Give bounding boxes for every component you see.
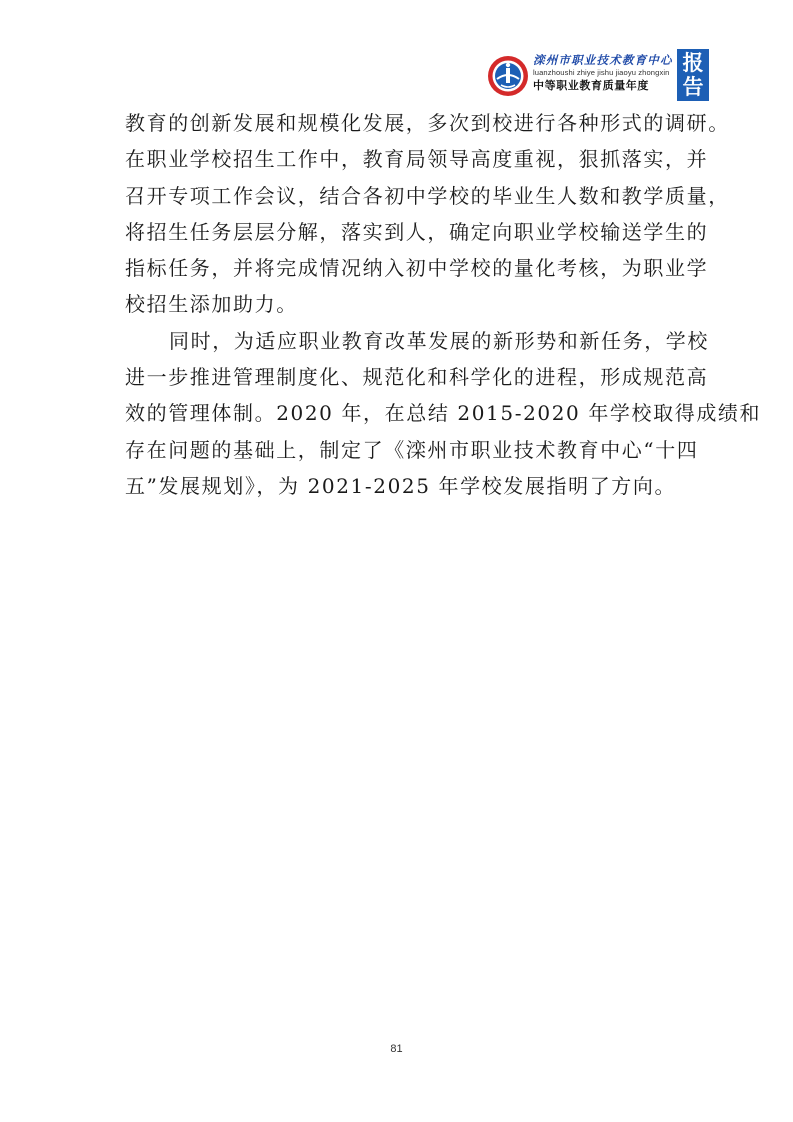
- school-emblem-icon: [487, 55, 529, 97]
- school-name: 滦州市职业技术教育中心: [533, 53, 673, 67]
- report-header: [487, 49, 709, 101]
- text-line: 在职业学校招生工作中，教育局领导高度重视，狠抓落实，并: [125, 147, 709, 172]
- text-line: 指标任务，并将完成情况纳入初中学校的量化考核，为职业学: [125, 256, 709, 281]
- paragraph: [125, 323, 762, 504]
- school-name-pinyin: luanzhoushi zhiye jishu jiaoyu zhongxin: [533, 68, 670, 77]
- text-line: 效的管理体制。2020 年，在总结 2015-2020 年学校取得成绩和: [125, 401, 762, 426]
- text-line: 召开专项工作会议，结合各初中学校的毕业生人数和教学质量，: [125, 183, 730, 208]
- report-badge: [677, 49, 709, 101]
- text-line: 将招生任务层层分解，落实到人，确定向职业学校输送学生的: [125, 219, 709, 244]
- report-subtitle: 中等职业教育质量年度: [533, 79, 649, 92]
- paragraph: [125, 105, 730, 323]
- text-line: 存在问题的基础上，制定了《滦州市职业技术教育中心“十四: [125, 437, 699, 462]
- badge-top-char: 报: [682, 51, 704, 75]
- body-text: [125, 105, 762, 504]
- text-line: 五”发展规划》，为 2021-2025 年学校发展指明了方向。: [125, 473, 677, 498]
- badge-bottom-char: 告: [682, 75, 704, 99]
- header-text-block: [533, 53, 673, 93]
- text-line: 同时，为适应职业教育改革发展的新形势和新任务，学校: [169, 328, 709, 353]
- text-line: 教育的创新发展和规模化发展，多次到校进行各种形式的调研。: [125, 111, 730, 135]
- text-line: 进一步推进管理制度化、规范化和科学化的进程，形成规范高: [125, 365, 709, 390]
- text-line: 校招生添加助力。: [125, 292, 298, 317]
- page-number: 81: [390, 1043, 403, 1055]
